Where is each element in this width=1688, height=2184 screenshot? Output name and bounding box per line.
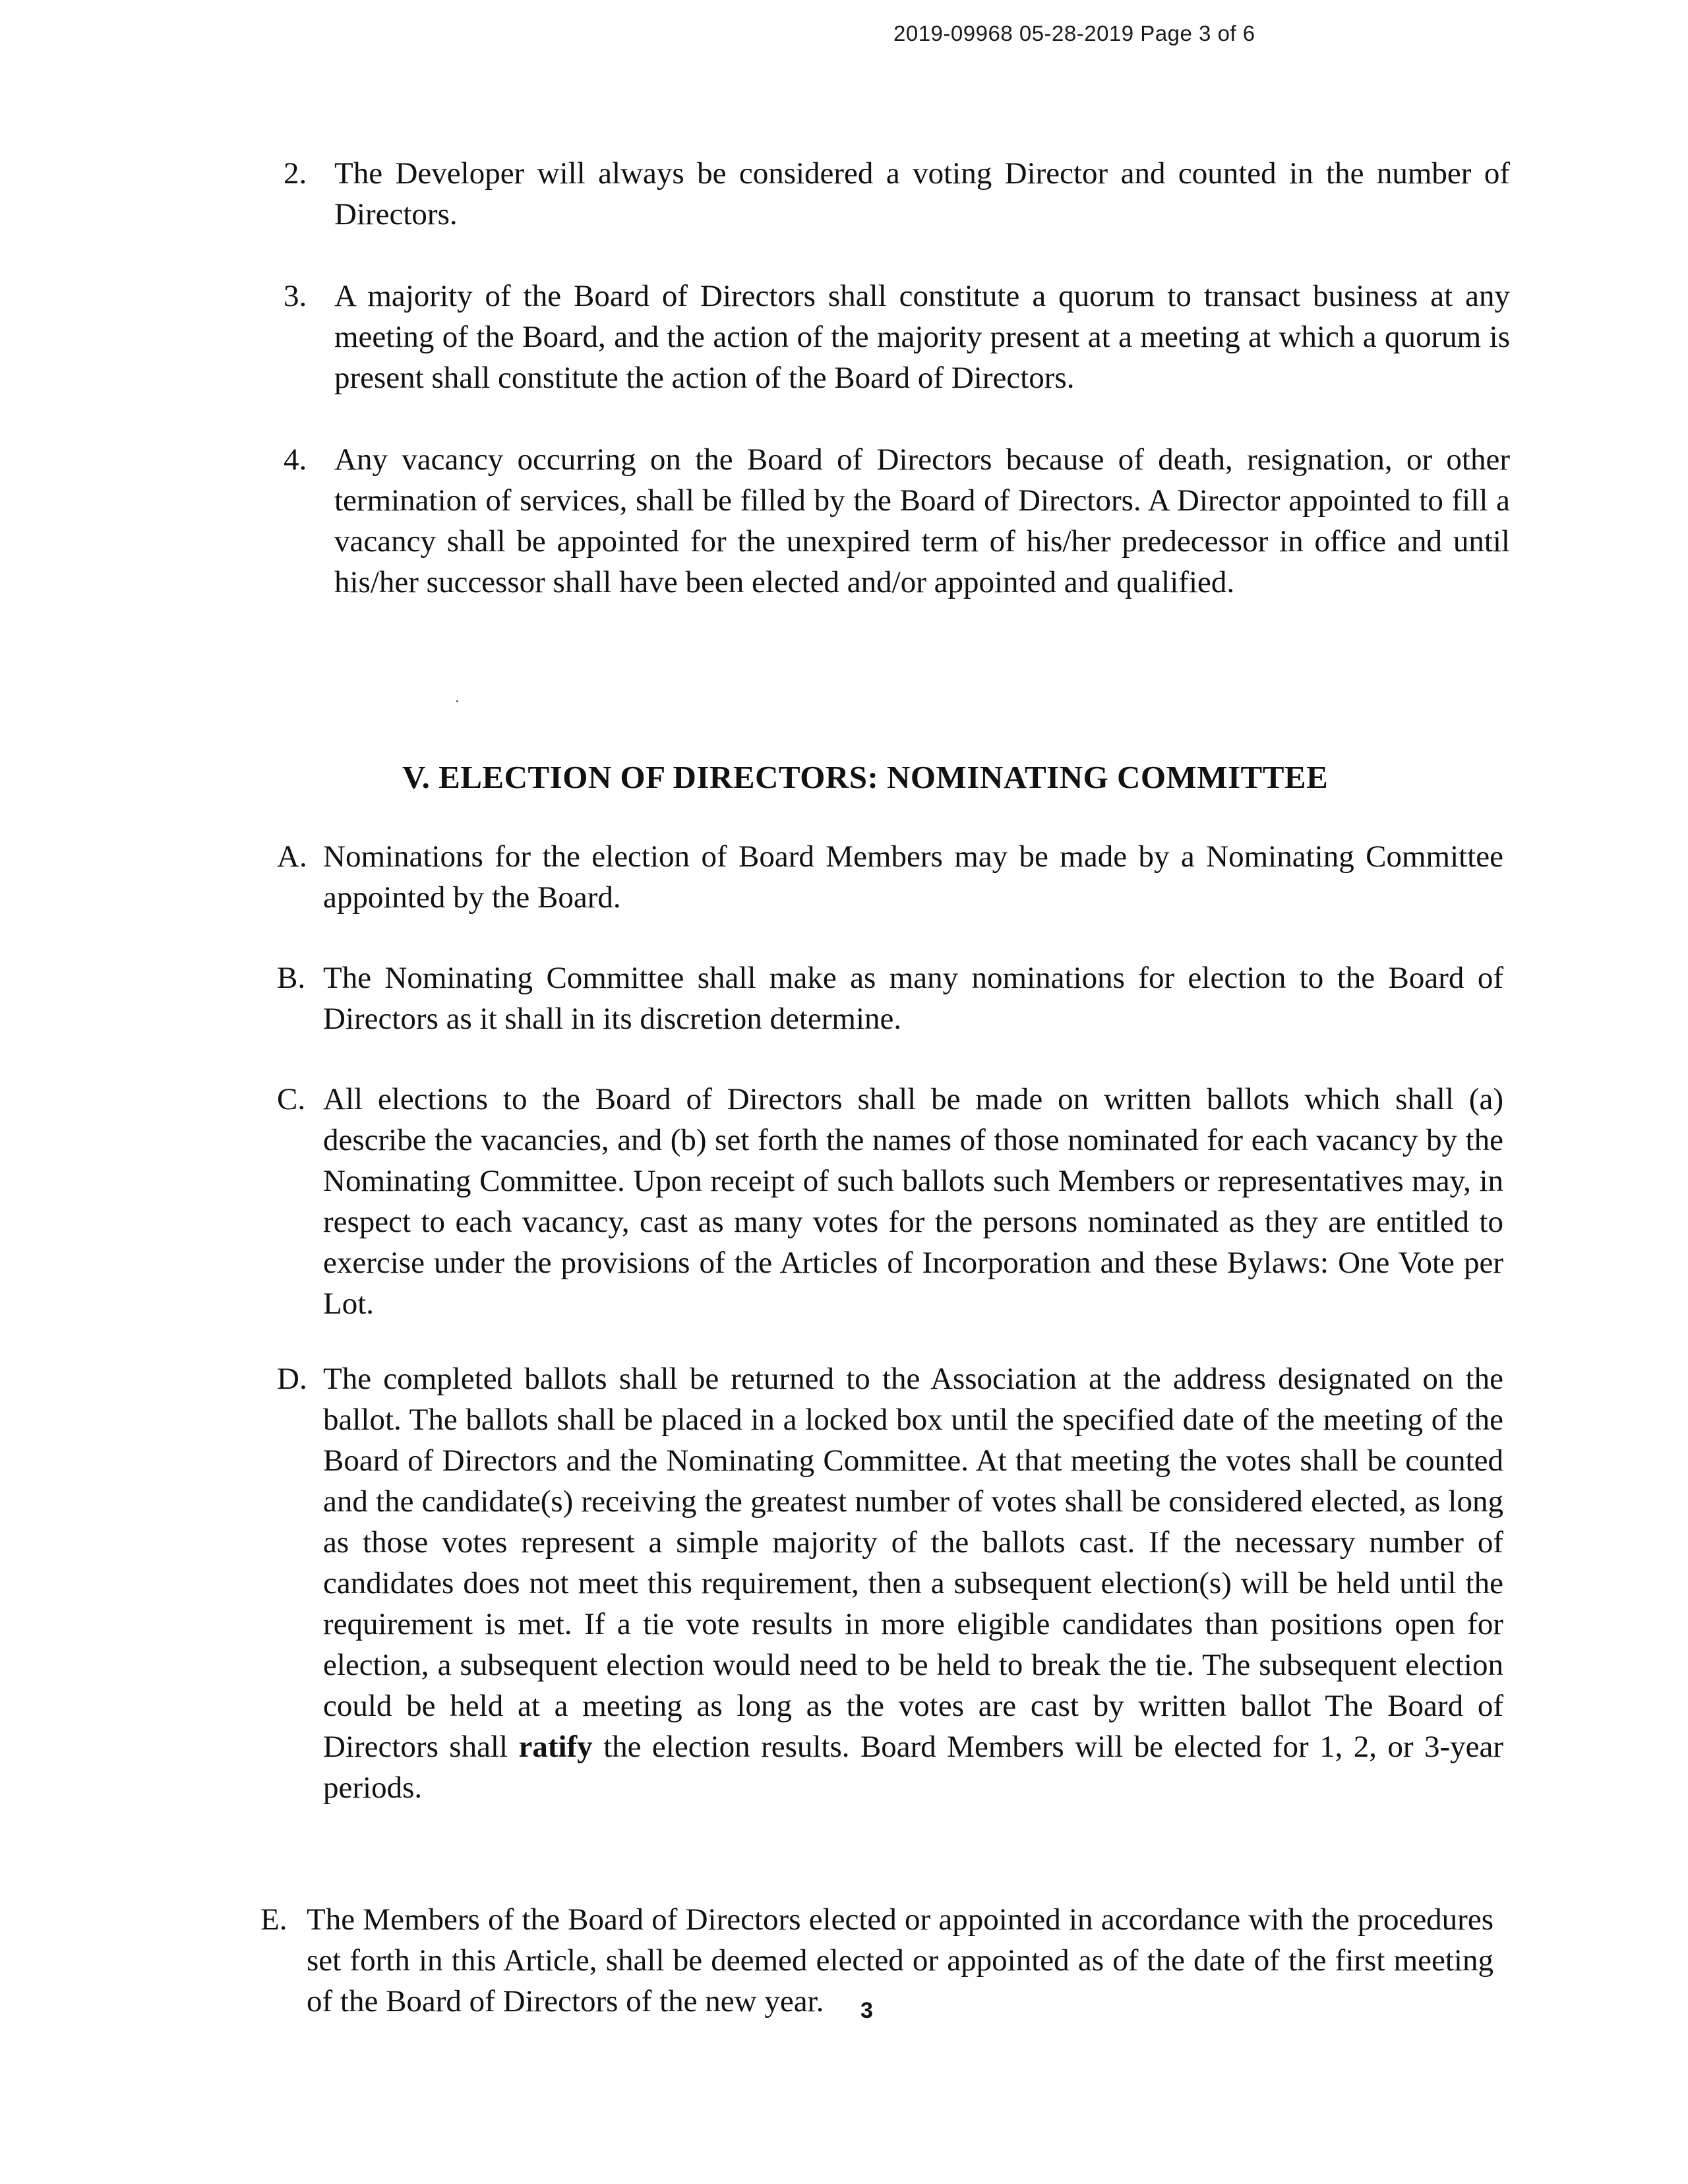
item-number: 3. [284, 279, 307, 313]
numbered-item-3 [284, 276, 1510, 398]
item-letter: E. [260, 1902, 287, 1937]
item-letter: A. [277, 839, 307, 874]
item-text: A majority of the Board of Directors shall constitute a quorum to transact business at any meeting of the Board, and the action of the majority present at a meeting at which a quorum is present shall constitute the action of the Board of Directors. [334, 279, 1510, 395]
item-text: Any vacancy occurring on the Board of Directors because of death, resignation, or other termination of services, shall be filled by the Board of Directors. A Director appointed to fill a vacancy shall be appointed for the unexpired term of his/her predecessor in office and until his/her successor shall have been elected and/or appointed and qualified. [334, 442, 1510, 599]
scan-speck [456, 700, 458, 702]
item-text: Nominations for the election of Board Members may be made by a Nominating Committee appointed by the Board. [323, 839, 1503, 915]
lettered-item-a [277, 836, 1503, 918]
item-text [323, 1358, 1503, 1808]
item-text: The Members of the Board of Directors elected or appointed in accordance with the procedures set forth in this Article, shall be deemed elected or appointed as of the date of the first meeting of the Board of Directors of the new year. [307, 1902, 1493, 2018]
numbered-item-4 [284, 439, 1510, 603]
emphasis-ratify: ratify [518, 1730, 593, 1764]
item-number: 2. [284, 156, 307, 191]
lettered-item-b [277, 957, 1503, 1039]
page-number: 3 [860, 1998, 873, 2023]
lettered-item-e [260, 1899, 1493, 2022]
item-text-after: the election results. Board Members will be elected for 1, 2, or 3-year periods. [323, 1730, 1503, 1805]
section-heading: V. ELECTION OF DIRECTORS: NOMINATING COMMITTEE [402, 759, 1329, 795]
numbered-item-2 [284, 153, 1510, 235]
item-letter: D. [277, 1362, 307, 1396]
item-text: The Nominating Committee shall make as many nominations for election to the Board of Directors as it shall in its discretion determine. [323, 961, 1503, 1036]
item-letter: B. [277, 961, 306, 995]
item-number: 4. [284, 442, 307, 477]
filing-stamp: 2019-09968 05-28-2019 Page 3 of 6 [893, 21, 1255, 46]
lettered-item-c [277, 1079, 1503, 1324]
item-letter: C. [277, 1082, 306, 1116]
lettered-item-d [277, 1358, 1503, 1808]
item-text: All elections to the Board of Directors shall be made on written ballots which shall (a) describe the vacancies, and (b) set forth the names of those nominated for each vacancy by the Nominating Committee. Upon receipt of such ballots such Members or representatives may, in respect to each vacancy, cast as many votes for the persons nominated as they are entitled to exercise under the provisions of the Articles of Incorporation and these Bylaws: One Vote per Lot. [323, 1082, 1503, 1321]
item-text: The Developer will always be considered a voting Director and counted in the number of Directors. [334, 156, 1510, 231]
item-text-before: The completed ballots shall be returned to the Association at the address designated on the ballot. The ballots shall be placed in a locked box until the specified date of the meeting of the Board of Directors and the Nominating Committee. At that meeting the votes shall be counted and the candidate(s) receiving the greatest number of votes shall be considered elected, as long as those votes represent a simple majority of the ballots cast. If the necessary number of candidates does not meet this requirement, then a subsequent election(s) will be held until the requirement is met. If a tie vote results in more eligible candidates than positions open for election, a subsequent election would need to be held to break the tie. The subsequent election could be held at a meeting as long as the votes are cast by written ballot The Board of Directors shall [323, 1362, 1503, 1764]
